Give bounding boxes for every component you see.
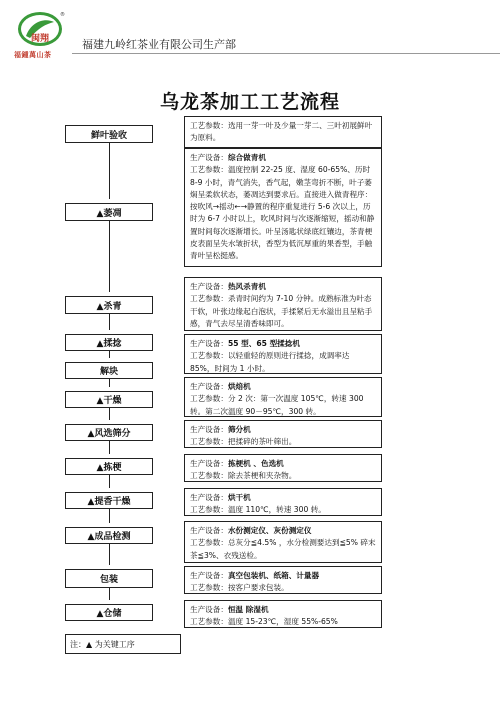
connector-line	[109, 143, 110, 199]
params-text: 温度 15-23℃，湿度 55%-65%	[227, 617, 338, 627]
step-fresh-leaf-inspection: 鲜叶验收	[65, 125, 153, 143]
svg-text:®: ®	[60, 12, 65, 18]
desc-storage	[184, 600, 382, 628]
params-prefix: 工艺参数：	[190, 471, 228, 481]
params-text: 把揉碎的茶叶筛出。	[227, 437, 297, 447]
header-divider	[72, 53, 500, 54]
equip-prefix: 生产设备：	[190, 153, 228, 162]
params-prefix: 工艺参数：	[190, 394, 228, 404]
equip-prefix: 生产设备：	[190, 605, 228, 614]
connector-line	[109, 314, 110, 330]
company-logo	[16, 10, 64, 48]
svg-text:闽翔: 闽翔	[30, 34, 50, 44]
connector-line	[109, 509, 110, 523]
params-prefix: 工艺参数：	[190, 583, 228, 593]
equip-name: 恒温 除湿机	[227, 605, 269, 614]
equip-prefix: 生产设备：	[190, 493, 228, 502]
equip-prefix: 生产设备：	[190, 459, 228, 468]
equip-prefix: 生产设备：	[190, 339, 228, 348]
step-winnowing-sieving: ▲风选筛分	[65, 424, 153, 441]
equip-name: 热风杀青机	[227, 282, 266, 291]
desc-drying	[184, 377, 382, 417]
logo-slogan: 福鍾萬山茶	[14, 51, 52, 59]
params-text: 总灰分≦4.5% ，水分检测要达到≦5% 碎末茶≦3%、衣残送检。	[190, 538, 376, 560]
params-text: 按客户要求包装。	[227, 583, 289, 593]
equip-name: 综合做青机	[227, 153, 266, 162]
desc-product-testing	[184, 521, 382, 563]
key-process-note: 注：▲ 为关键工序	[65, 634, 181, 654]
params-text: 杀青时间约为 7-10 分钟。成熟标准为叶态干软，叶张边缘起白泡状，手揉紧后无水溢出且呈粘手感，青气去尽呈清香味即可。	[190, 294, 373, 328]
desc-text: 工艺参数：选用一芽一叶及少量一芽二、三叶初展鲜叶为原料。	[190, 121, 373, 143]
params-prefix: 工艺参数：	[190, 617, 228, 627]
equip-name: 筛分机	[227, 425, 251, 434]
step-withering: ▲萎凋	[65, 203, 153, 221]
params-text: 分 2 次：第一次温度 105℃，转速 300 转。第二次温度 90－95℃，300 转。	[190, 394, 364, 416]
equip-prefix: 生产设备：	[190, 571, 228, 580]
equip-name: 真空包装机、纸箱、计量器	[227, 571, 320, 580]
step-stem-picking: ▲拣梗	[65, 458, 153, 475]
page-title: 乌龙茶加工工艺流程	[159, 91, 340, 113]
params-prefix: 工艺参数：	[190, 437, 228, 447]
desc-fresh-leaf	[184, 116, 382, 148]
equip-name: 烘焙机	[227, 382, 251, 391]
params-prefix: 工艺参数：	[190, 294, 228, 304]
equip-prefix: 生产设备：	[190, 425, 228, 434]
desc-stem-picking	[184, 454, 382, 482]
page-header	[0, 0, 500, 62]
params-prefix: 工艺参数：	[190, 505, 228, 515]
step-fixation: ▲杀青	[65, 296, 153, 314]
equip-name: 拣梗机 、色选机	[227, 459, 284, 468]
equip-name: 水份测定仪、灰份测定仪	[227, 526, 312, 535]
step-deblocking: 解块	[65, 362, 153, 379]
params-text: 以轻重轻的原则进行揉捻，成调率达 85%，时间为 1 小时。	[190, 351, 350, 373]
desc-fixation	[184, 277, 382, 331]
params-text: 温度 110℃，转速 300 转。	[227, 505, 326, 515]
connector-line	[109, 544, 110, 565]
connector-line	[109, 221, 110, 292]
equip-name: 55 型、65 型揉捻机	[227, 339, 300, 348]
desc-withering	[184, 148, 382, 267]
step-product-testing: ▲成品检测	[65, 527, 153, 544]
params-text: 除去茶梗和夹杂物。	[227, 471, 297, 481]
params-text: 温度控制 22-25 度、湿度 60-65%、历时 8-9 小时，青气消失，香气起，嫩茎弯折不断，叶子萎焖呈柔软状态，萎凋达到要求后。直接进入做青程序：按吹风→摇动←→静置的程序重复进行 5-6 次以上，历时为 6-7 小时以上，吹风时间与次逐渐缩短，摇动和静置时间每次逐渐增长。叶呈汤匙状绿底红镶边，茶青梗皮表面呈失水皱折状，香型为低沉厚重的果香型，手触青叶呈松挺感。	[190, 165, 375, 261]
desc-aroma-drying	[184, 488, 382, 516]
equip-prefix: 生产设备：	[190, 526, 228, 535]
company-name: 福建九岭红茶业有限公司生产部	[82, 38, 236, 51]
step-aroma-drying: ▲提香干燥	[65, 492, 153, 509]
step-rolling: ▲揉捻	[65, 334, 153, 351]
step-drying: ▲干燥	[65, 391, 153, 408]
params-prefix: 工艺参数：	[190, 538, 228, 548]
step-packaging: 包装	[65, 569, 153, 588]
step-storage: ▲仓储	[65, 604, 153, 621]
equip-name: 烘干机	[227, 493, 251, 502]
equip-prefix: 生产设备：	[190, 382, 228, 391]
desc-rolling	[184, 334, 382, 374]
desc-sieving	[184, 420, 382, 448]
params-prefix: 工艺参数：	[190, 165, 228, 175]
desc-packaging	[184, 566, 382, 594]
equip-prefix: 生产设备：	[190, 282, 228, 291]
params-prefix: 工艺参数：	[190, 351, 228, 361]
